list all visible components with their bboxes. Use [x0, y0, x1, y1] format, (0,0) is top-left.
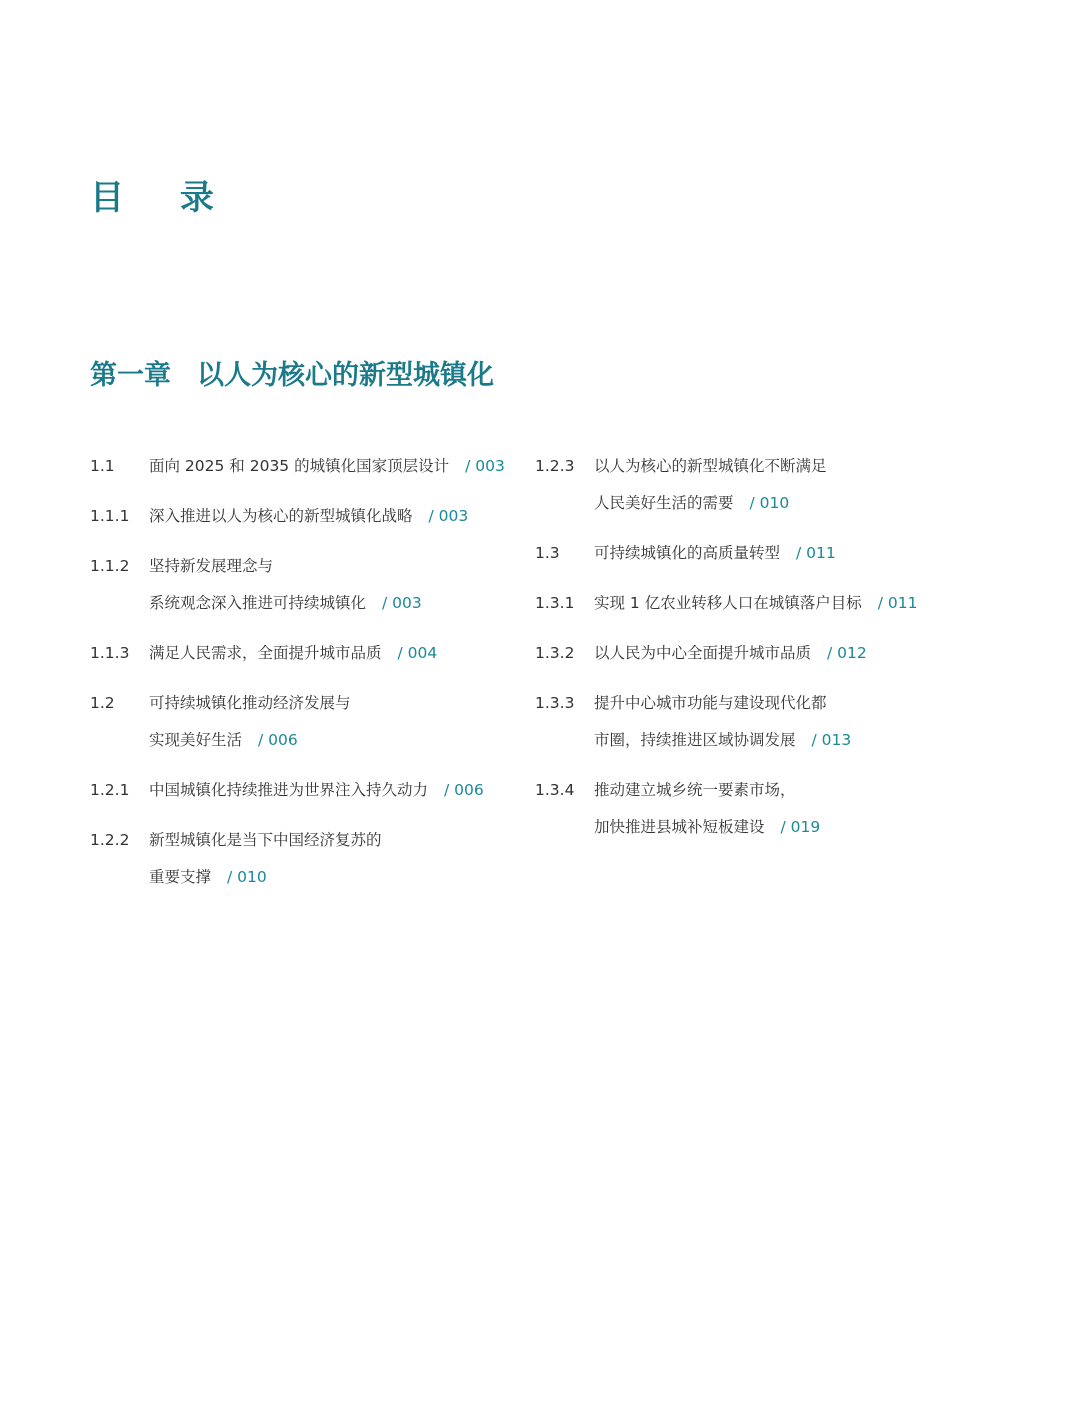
- toc-entry-title: 可持续城镇化推动经济发展与: [149, 694, 351, 712]
- toc-entry-line: [149, 448, 505, 485]
- toc-entry-line: [149, 859, 382, 896]
- toc-entry-title: 实现美好生活: [149, 731, 243, 749]
- toc-entry-line: [594, 485, 827, 522]
- toc-entry-title: 推动建立城乡统一要素市场，: [594, 781, 796, 799]
- toc-entry-title: 深入推进以人为核心的新型城镇化战略: [149, 507, 413, 525]
- toc-entry[interactable]: [535, 685, 975, 759]
- toc-entry-title: 加快推进县城补短板建设: [594, 818, 765, 836]
- toc-entry-line: [594, 685, 851, 722]
- toc-entry[interactable]: [90, 822, 530, 896]
- toc-entry-line: [149, 548, 422, 585]
- toc-entry-text: [594, 448, 827, 522]
- toc-entry[interactable]: [535, 585, 975, 622]
- toc-entry-number: 1.1.1: [90, 507, 130, 525]
- toc-entry-text: [149, 635, 437, 672]
- toc-entry[interactable]: [90, 772, 530, 809]
- chapter-title: 以人为核心的新型城镇化: [197, 360, 494, 391]
- toc-entry[interactable]: [535, 448, 975, 522]
- toc-entry-title: 市圈，持续推进区域协调发展: [594, 731, 796, 749]
- toc-entry-number: 1.3: [535, 544, 560, 562]
- toc-entry[interactable]: [535, 535, 975, 572]
- toc-page-number[interactable]: / 010: [227, 868, 267, 886]
- toc-entry-title: 坚持新发展理念与: [149, 557, 274, 575]
- toc-entry-line: [594, 772, 820, 809]
- toc-page-number[interactable]: / 011: [796, 544, 836, 562]
- toc-page-number[interactable]: / 003: [382, 594, 422, 612]
- toc-page-number[interactable]: / 013: [811, 731, 852, 749]
- toc-entry-text: [149, 822, 382, 896]
- chapter-heading: [90, 356, 494, 396]
- toc-entry-number: 1.2.1: [90, 781, 130, 799]
- toc-entry-title: 可持续城镇化的高质量转型: [594, 544, 781, 562]
- toc-entry-number: 1.3.1: [535, 594, 575, 612]
- toc-entry-title: 提升中心城市功能与建设现代化都: [594, 694, 827, 712]
- toc-entry-title: 重要支撑: [149, 868, 212, 886]
- toc-entry-text: [149, 548, 422, 622]
- toc-page-number[interactable]: / 011: [877, 594, 918, 612]
- toc-page-number[interactable]: / 010: [749, 494, 790, 512]
- toc-entry-text: [149, 448, 505, 485]
- toc-entry-number: 1.1.3: [90, 644, 130, 662]
- toc-entry-title: 满足人民需求，全面提升城市品质: [149, 644, 382, 662]
- toc-entry-text: [594, 585, 917, 622]
- toc-entry-line: [149, 722, 351, 759]
- toc-entry-number: 1.2: [90, 694, 115, 712]
- toc-entry-number: 1.1.2: [90, 557, 130, 575]
- toc-entry-number: 1.3.2: [535, 644, 575, 662]
- toc-page-number[interactable]: / 012: [827, 644, 867, 662]
- toc-entry-line: [149, 822, 382, 859]
- toc-entry-line: [594, 722, 851, 759]
- toc-entry-title: 以人民为中心全面提升城市品质: [594, 644, 812, 662]
- toc-page-number[interactable]: / 019: [780, 818, 821, 836]
- toc-page-number[interactable]: / 006: [258, 731, 298, 749]
- toc-entry-title: 新型城镇化是当下中国经济复苏的: [149, 831, 382, 849]
- toc-entry-text: [594, 772, 820, 846]
- toc-entry-number: 1.3.4: [535, 781, 575, 799]
- toc-entry[interactable]: [90, 548, 530, 622]
- toc-entry-line: [149, 585, 422, 622]
- toc-entry-title: 以人为核心的新型城镇化不断满足: [594, 457, 827, 475]
- toc-entry[interactable]: [535, 772, 975, 846]
- toc-page-number[interactable]: / 006: [444, 781, 484, 799]
- toc-page-number[interactable]: / 003: [428, 507, 469, 525]
- toc-entry-title: 系统观念深入推进可持续城镇化: [149, 594, 367, 612]
- toc-entry-text: [149, 772, 484, 809]
- toc-entry[interactable]: [90, 635, 530, 672]
- toc-entry-number: 1.1: [90, 457, 115, 475]
- toc-entry-line: [594, 635, 867, 672]
- toc-entry-title: 人民美好生活的需要: [594, 494, 734, 512]
- toc-entry-text: [149, 498, 468, 535]
- toc-entry-line: [149, 498, 468, 535]
- toc-entry[interactable]: [90, 685, 530, 759]
- toc-entry-text: [594, 635, 867, 672]
- toc-entry-number: 1.2.2: [90, 831, 130, 849]
- toc-entry-line: [149, 685, 351, 722]
- toc-entry[interactable]: [90, 448, 530, 485]
- toc-right-column: [535, 448, 975, 859]
- toc-entry-text: [594, 535, 836, 572]
- toc-entry-number: 1.2.3: [535, 457, 575, 475]
- toc-entry-line: [594, 448, 827, 485]
- toc-entry-title: 中国城镇化持续推进为世界注入持久动力: [149, 781, 429, 799]
- toc-entry-number: 1.3.3: [535, 694, 575, 712]
- chapter-number: 第一章: [90, 360, 171, 391]
- toc-entry-line: [594, 535, 836, 572]
- toc-entry-text: [149, 685, 351, 759]
- toc-entry-title: 面向 2025 和 2035 的城镇化国家顶层设计: [149, 457, 450, 475]
- toc-entry[interactable]: [535, 635, 975, 672]
- toc-page-number[interactable]: / 003: [465, 457, 505, 475]
- toc-entry-line: [149, 635, 437, 672]
- toc-entry[interactable]: [90, 498, 530, 535]
- toc-entry-line: [594, 809, 820, 846]
- toc-entry-text: [594, 685, 851, 759]
- toc-left-column: [90, 448, 530, 909]
- toc-page-number[interactable]: / 004: [397, 644, 438, 662]
- toc-entry-line: [594, 585, 917, 622]
- page-title: 目 录: [90, 178, 236, 218]
- toc-entry-title: 实现 1 亿农业转移人口在城镇落户目标: [594, 594, 862, 612]
- toc-entry-line: [149, 772, 484, 809]
